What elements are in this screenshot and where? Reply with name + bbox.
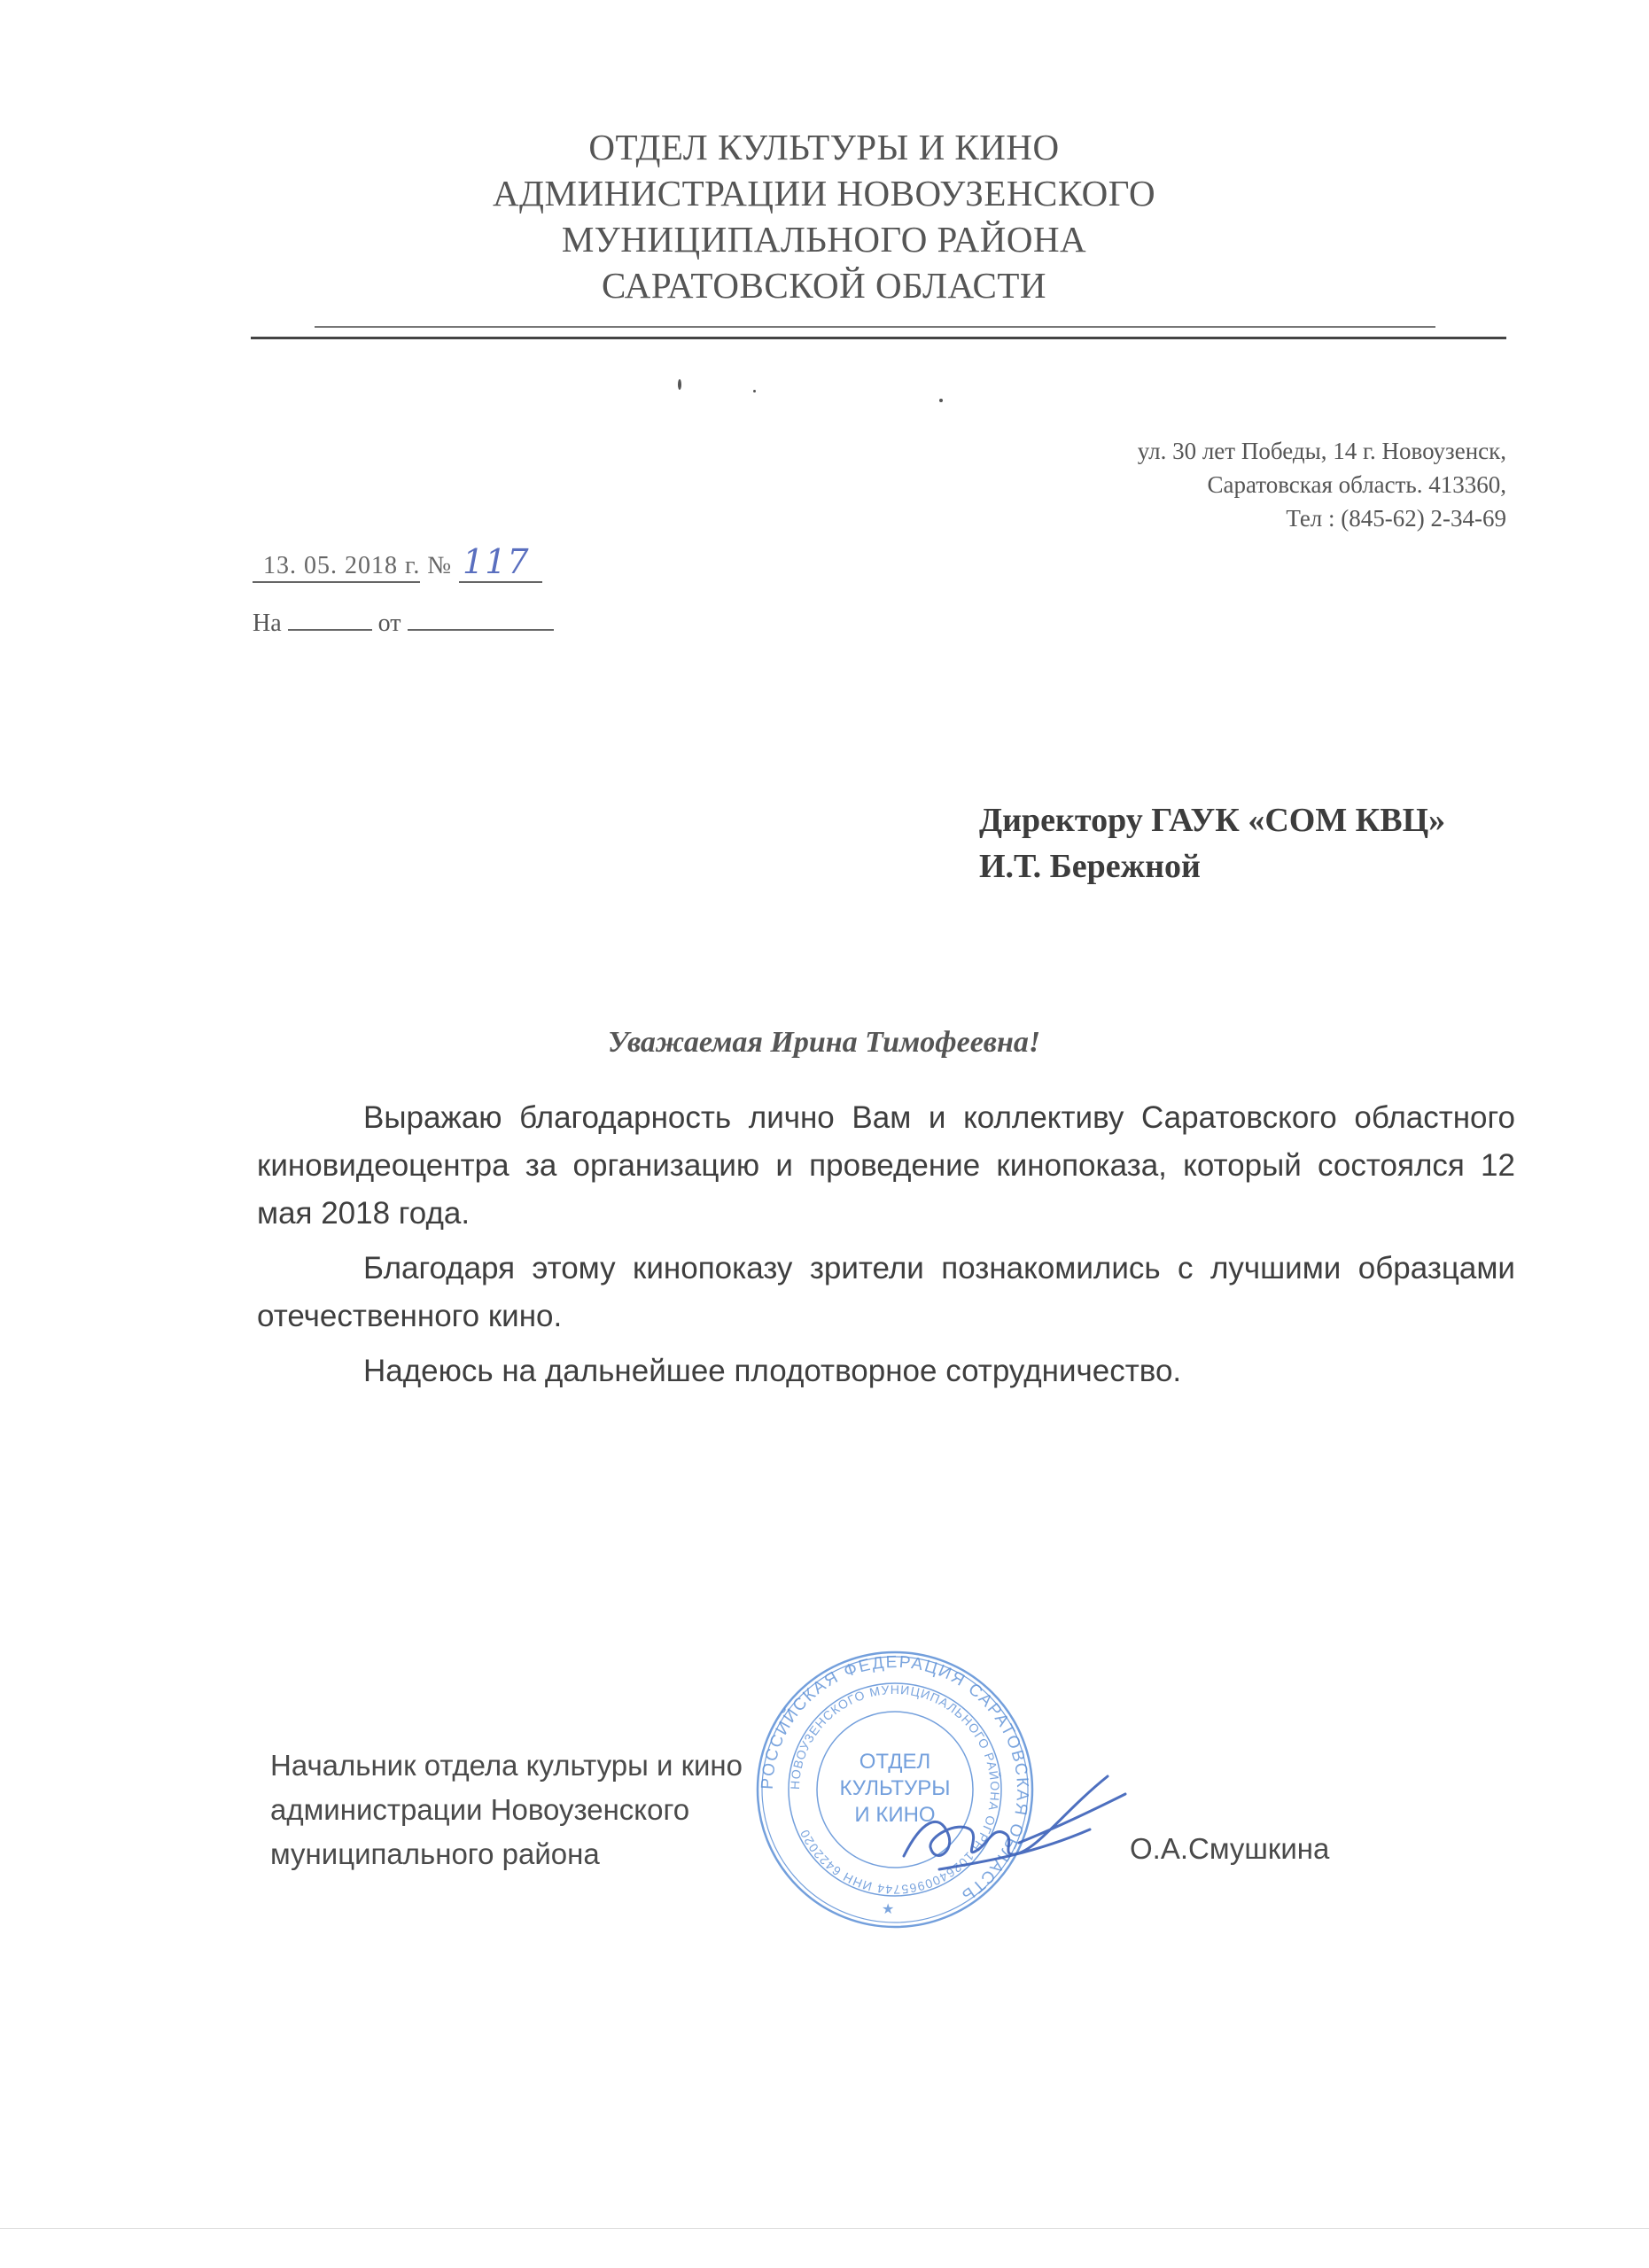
outgoing-number: 117 [459, 542, 542, 583]
scan-edge-line [0, 2228, 1649, 2229]
address-line-3: Тел : (845-62) 2-34-69 [1286, 505, 1506, 532]
letterhead-line-2: АДМИНИСТРАЦИИ НОВОУЗЕНСКОГО [492, 173, 1156, 214]
addressee-position: Директору ГАУК «СОМ КВЦ» [979, 802, 1446, 839]
scan-speck [939, 399, 943, 402]
sender-address [957, 434, 1506, 535]
signatory-name: О.А.Смушкина [1130, 1832, 1330, 1865]
body-paragraph-2: Благодаря этому кинопоказу зрители познакомились с лучшими образцами отечественного кино. [257, 1251, 1515, 1333]
incoming-from-label: от [377, 610, 401, 637]
addressee-name: И.Т. Бережной [979, 848, 1201, 885]
stamp-center-line-2: КУЛЬТУРЫ [839, 1776, 951, 1800]
number-sign: № [427, 552, 453, 579]
stamp-center-line-1: ОТДЕЛ [859, 1750, 931, 1774]
position-line-1: Начальник отдела культуры и кино [270, 1749, 743, 1782]
outgoing-date: 13. 05. 2018 г. [253, 552, 420, 583]
outgoing-reference [253, 542, 542, 581]
position-line-2: администрации Новоузенского [270, 1793, 690, 1826]
letterhead-rule-thin [315, 326, 1435, 328]
stamp-outer-text: РОССИЙСКАЯ ФЕДЕРАЦИЯ САРАТОВСКАЯ ОБЛАСТЬ [758, 1652, 1032, 1906]
salutation: Уважаемая Ирина Тимофеевна! [607, 1026, 1041, 1059]
signatory-position [270, 1744, 743, 1876]
incoming-reference [253, 610, 554, 638]
address-line-1: ул. 30 лет Победы, 14 г. Новоузенск, [1137, 438, 1506, 464]
address-line-2: Саратовская область. 413360, [1207, 471, 1506, 498]
letterhead-line-1: ОТДЕЛ КУЛЬТУРЫ И КИНО [588, 127, 1060, 167]
body-paragraph-1: Выражаю благодарность лично Вам и коллективу Саратовского областного киновидеоцентра за организацию и проведение кинопоказа, который состоялся 12 мая 2018 года. [257, 1100, 1515, 1231]
scan-speck [678, 379, 681, 390]
addressee [979, 797, 1445, 889]
incoming-number-blank [288, 610, 372, 631]
stamp-inner-text: НОВОУЗЕНСКОГО МУНИЦИПАЛЬНОГО РАЙОНА ОГРН 1026400965744 ИНН 6422020 [787, 1682, 1003, 1898]
position-line-3: муниципального района [270, 1837, 600, 1870]
stamp-center-line-3: И КИНО [854, 1803, 936, 1827]
incoming-on-label: На [253, 610, 282, 637]
incoming-date-blank [408, 610, 554, 631]
letterhead-line-3: МУНИЦИПАЛЬНОГО РАЙОНА [561, 219, 1087, 260]
stamp-star-icon: ★ [882, 1902, 895, 1917]
letterhead-line-4: САРАТОВСКОЙ ОБЛАСТИ [601, 265, 1047, 306]
scan-speck [753, 390, 756, 392]
letter-body [257, 1094, 1515, 1402]
handwritten-signature [886, 1759, 1152, 1891]
body-paragraph-3: Надеюсь на дальнейшее плодотворное сотрудничество. [363, 1354, 1182, 1388]
letterhead-rule-thick [251, 337, 1506, 339]
letterhead [248, 124, 1400, 308]
